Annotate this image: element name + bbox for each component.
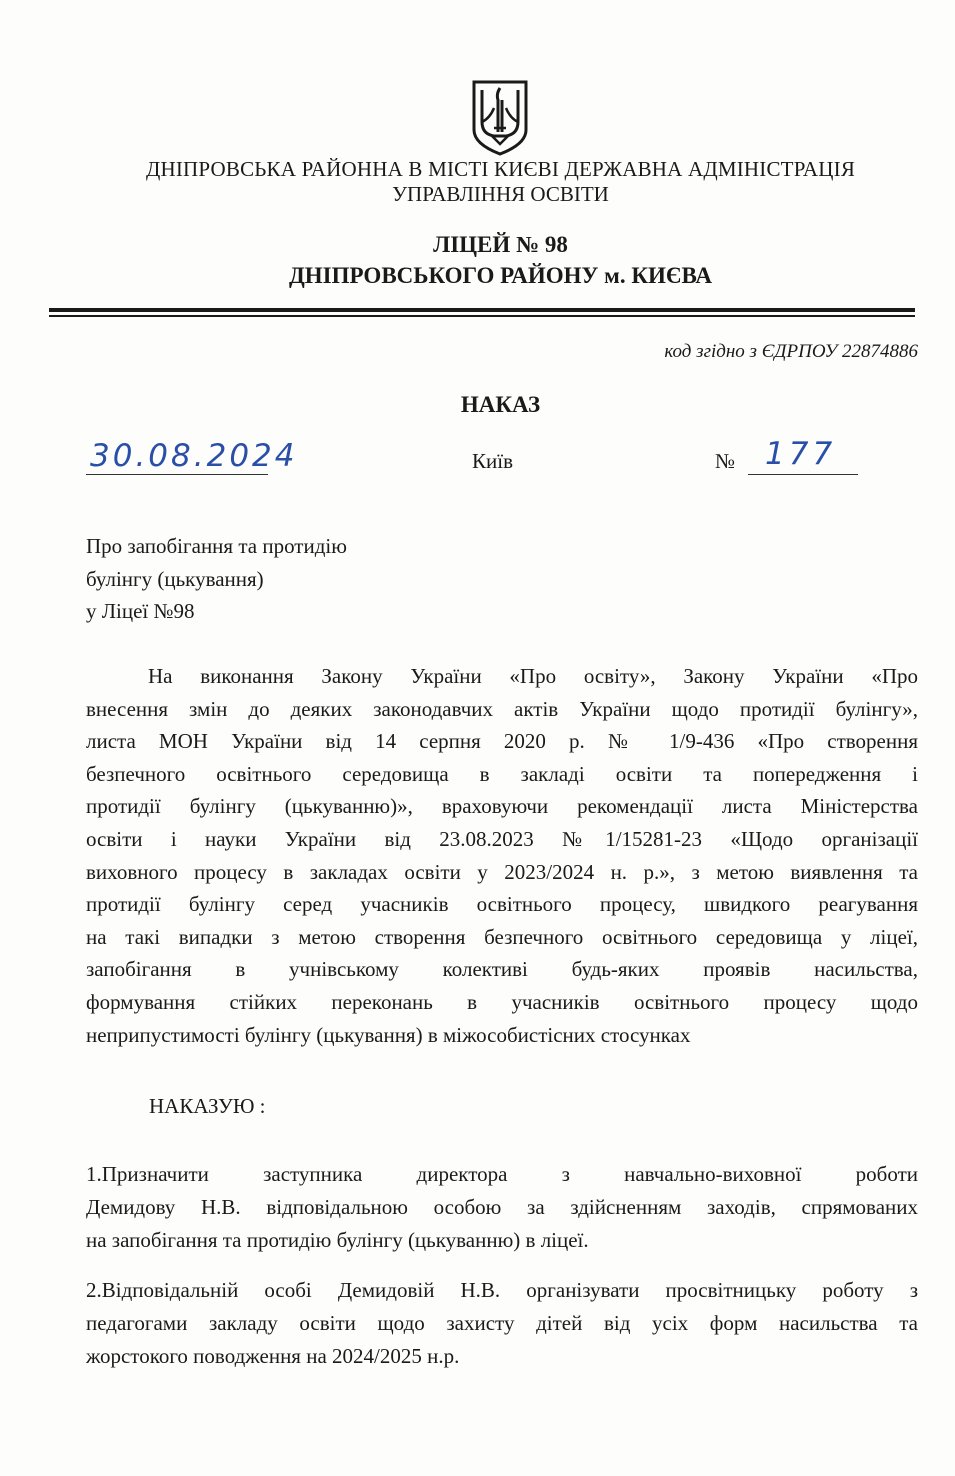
order-city: Київ (472, 449, 513, 473)
paragraph-line: на такі випадки з метою створення безпечного освітнього середовища у ліцеї, (86, 924, 918, 949)
paragraph-line: неприпустимості булінгу (цькування) в міжособистісних стосунках (86, 1022, 691, 1047)
subject-line: у Ліцеї №98 (86, 599, 195, 623)
item-line: 2.Відповідальній особі Демидовій Н.В. організувати просвітницьку роботу з (86, 1278, 918, 1302)
agency-name: ДНІПРОВСЬКА РАЙОННА В МІСТІ КИЄВІ ДЕРЖАВНА АДМІНІСТРАЦІЯ (145, 157, 856, 181)
order-number-label: № (715, 449, 736, 473)
order-item-1 (86, 1158, 918, 1257)
order-item-2 (86, 1274, 918, 1373)
paragraph-line: запобігання в учнівському колективі будь-яких проявів насильства, (86, 957, 918, 982)
order-title: НАКАЗ (460, 392, 541, 417)
order-directive-heading: НАКАЗУЮ : (149, 1094, 266, 1118)
paragraph-line: На виконання Закону України «Про освіту», Закону України «Про (148, 664, 918, 688)
paragraph-line: листа МОН України від 14 серпня 2020 р. № 1/9-436 «Про створення (86, 729, 918, 754)
header-divider-thick (49, 308, 915, 312)
date-underline (86, 474, 268, 475)
subject-line: Про запобігання та протидію (86, 534, 347, 558)
number-underline (748, 474, 858, 475)
paragraph-line: внесення змін до деяких законодавчих актів України щодо протидії булінгу», (86, 696, 918, 721)
handwritten-order-number: 177 (765, 436, 837, 472)
item-line: 1.Призначити заступника директора з навчально-виховної роботи (86, 1162, 918, 1186)
item-line: жорстокого поводження на 2024/2025 н.р. (86, 1344, 460, 1368)
preamble-paragraph (86, 660, 918, 1051)
paragraph-line: безпечного освітнього середовища в закладі освіти та попередження і (86, 761, 918, 786)
item-line: педагогами закладу освіти щодо захисту дітей від усіх форм насильства та (86, 1311, 918, 1335)
header-divider-thin (49, 315, 915, 317)
paragraph-line: протидії булінгу серед учасників освітнього процесу, швидкого реагування (86, 892, 918, 917)
subject-line: булінгу (цькування) (86, 566, 264, 591)
trident-emblem-icon (470, 78, 530, 156)
paragraph-line: формування стійких переконань в учасників освітнього процесу щодо (86, 989, 918, 1014)
lyceum-district: ДНІПРОВСЬКОГО РАЙОНУ м. КИЄВА (288, 263, 713, 288)
item-line: Демидову Н.В. відповідальною особою за здійсненням заходів, спрямованих (86, 1195, 918, 1219)
handwritten-date: 30.08.2024 (90, 438, 298, 474)
paragraph-line: освіти і науки України від 23.08.2023 №1/15281-23 «Щодо організації (86, 826, 918, 851)
paragraph-line: протидії булінгу (цькуванню)», враховуючи рекомендації листа Міністерства (86, 794, 918, 819)
lyceum-name: ЛІЦЕЙ № 98 (433, 232, 568, 257)
order-subject (86, 530, 347, 628)
paragraph-line: виховного процесу в закладах освіти у 2023/2024 н. р.», з метою виявлення та (86, 859, 918, 884)
edrpou-code: код згідно з ЄДРПОУ 22874886 (664, 341, 918, 362)
department-name: УПРАВЛІННЯ ОСВІТИ (392, 182, 609, 206)
item-line: на запобігання та протидію булінгу (цькуванню) в ліцеї. (86, 1228, 589, 1252)
